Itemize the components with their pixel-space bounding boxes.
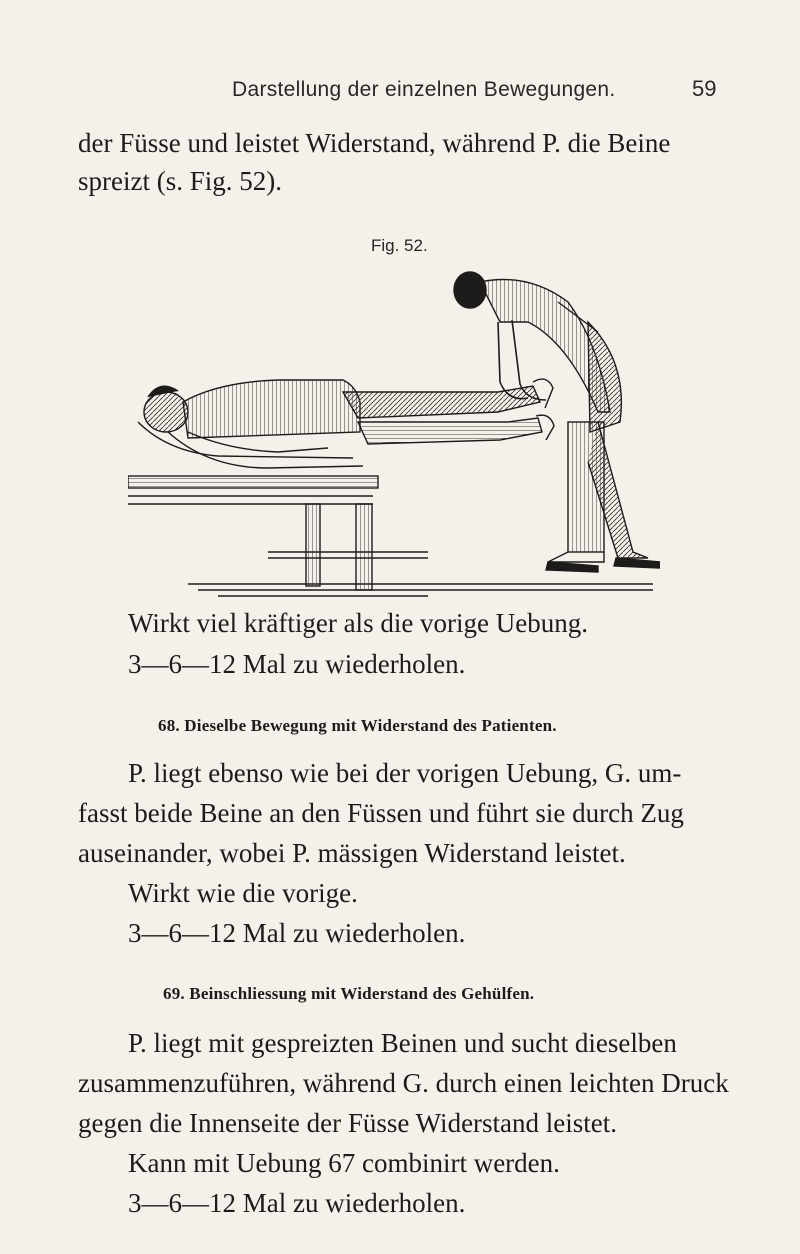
section-68-line-2: fasst beide Beine an den Füssen und führt sie durch Zug bbox=[78, 798, 684, 828]
section-69-line-3: gegen die Innenseite der Füsse Widerstand leistet. bbox=[78, 1108, 618, 1138]
figure-52-illustration bbox=[128, 262, 660, 598]
section-68-line-5: 3—6—12 Mal zu wiederholen. bbox=[128, 918, 466, 948]
section-68-line-1: P. liegt ebenso wie bei der vorigen Uebung, G. um- bbox=[128, 758, 682, 788]
intro-line-2: spreizt (s. Fig. 52). bbox=[78, 166, 282, 196]
section-69-line-5: 3—6—12 Mal zu wiederholen. bbox=[128, 1188, 466, 1218]
page-number: 59 bbox=[692, 76, 717, 101]
section-68-line-3: auseinander, wobei P. mässigen Widerstand leistet. bbox=[78, 838, 626, 868]
figure-caption: Fig. 52. bbox=[371, 236, 428, 255]
after-figure-line-2: 3—6—12 Mal zu wiederholen. bbox=[128, 649, 466, 679]
section-69-line-2: zusammenzuführen, während G. durch einen leichten Druck bbox=[78, 1068, 729, 1098]
section-69-heading: 69. Beinschliessung mit Widerstand des Gehülfen. bbox=[163, 984, 535, 1003]
section-68-line-4: Wirkt wie die vorige. bbox=[128, 878, 358, 908]
section-69-line-1: P. liegt mit gespreizten Beinen und sucht dieselben bbox=[128, 1028, 677, 1058]
section-68-heading: 68. Dieselbe Bewegung mit Widerstand des Patienten. bbox=[158, 716, 557, 735]
illustration-patient-on-bench-with-gymnast bbox=[128, 262, 660, 598]
section-69-line-4: Kann mit Uebung 67 combinirt werden. bbox=[128, 1148, 560, 1178]
intro-line-1: der Füsse und leistet Widerstand, während P. die Beine bbox=[78, 128, 671, 158]
after-figure-line-1: Wirkt viel kräftiger als die vorige Uebung. bbox=[128, 608, 589, 638]
running-title: Darstellung der einzelnen Bewegungen. bbox=[232, 78, 616, 101]
